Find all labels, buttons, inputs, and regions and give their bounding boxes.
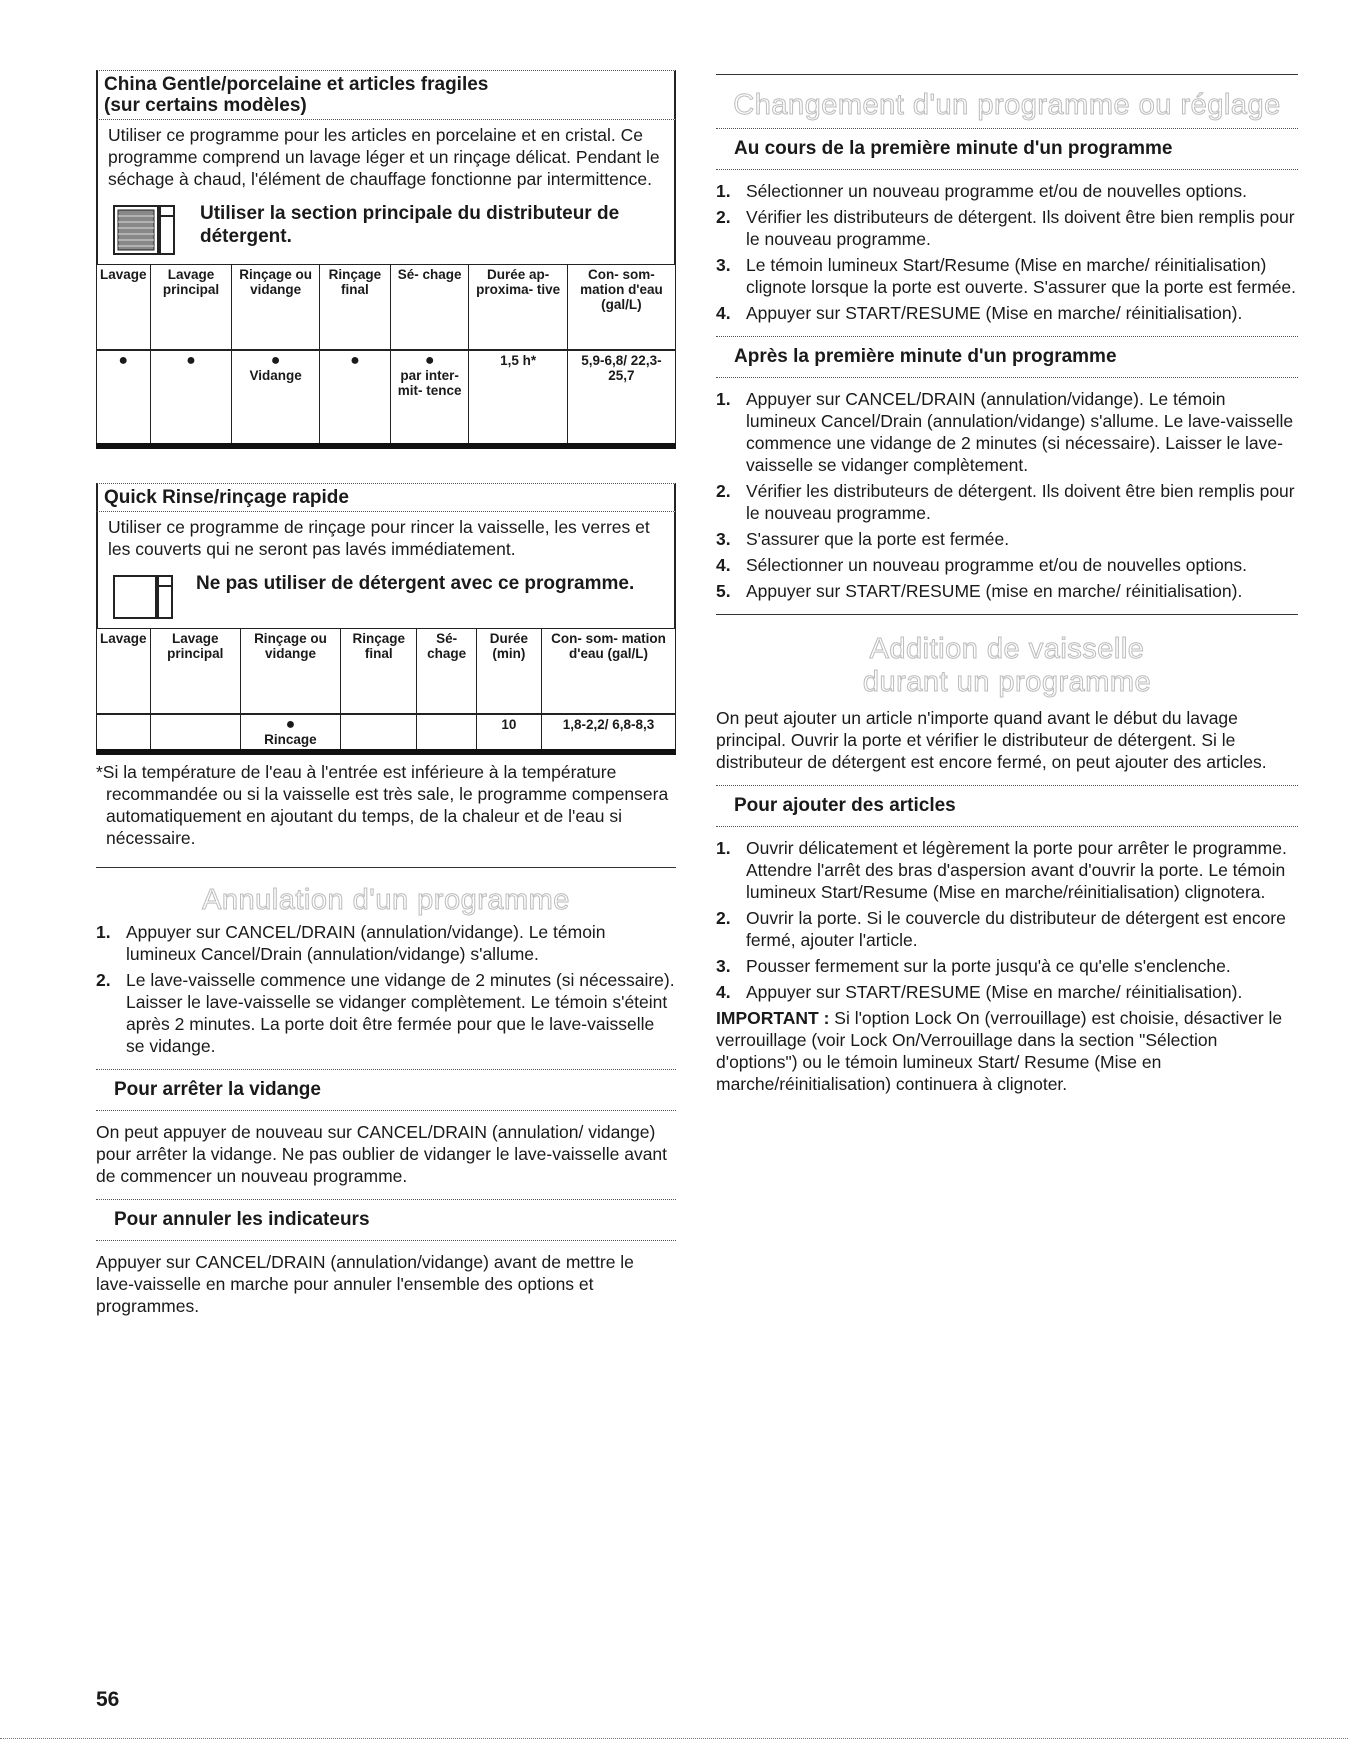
- table-header: Lavage principal: [150, 629, 240, 715]
- table-cell: ●: [319, 350, 390, 446]
- table-cell: [340, 714, 417, 752]
- temperature-footnote: *Si la température de l'eau à l'entrée est inférieure à la température recommandée ou si la vaisselle est très sale, le programme compensera automatiquement en ajoutant du temps, de la chaleur et de l'eau si nécessaire.: [96, 762, 669, 848]
- table-header: Rinçage final: [340, 629, 417, 715]
- china-gentle-section: [96, 70, 676, 449]
- addition-title: Addition de vaisselle durant un programme: [862, 633, 1152, 698]
- bottom-divider: [0, 1738, 1348, 1739]
- table-cell: [150, 714, 240, 752]
- list-item: 3. Le témoin lumineux Start/Resume (Mise en marche/ réinitialisation) clignote lorsque la porte est ouverte. S'assurer que la porte est fermée.: [716, 255, 1297, 297]
- table-header: Con- som- mation d'eau (gal/L): [541, 629, 675, 715]
- china-gentle-body: [96, 120, 676, 264]
- table-header: Rinçage ou vidange: [232, 265, 319, 351]
- after-first-minute-heading: Après la première minute d'un programme: [716, 336, 1298, 378]
- list-item: 3. S'assurer que la porte est fermée.: [716, 529, 1010, 549]
- divider: [96, 867, 676, 868]
- quick-rinse-body: [96, 512, 676, 628]
- list-item: 2. Le lave-vaisselle commence une vidange de 2 minutes (si nécessaire). Laisser le lave-vaisselle se vidanger complètement. Le témoin s'éteint après 2 minutes. La porte doit être fermée pour que le lave-vaisselle se vidange.: [96, 970, 675, 1056]
- table-cell: [417, 714, 476, 752]
- left-column: [96, 70, 676, 1317]
- table-row: [97, 350, 676, 446]
- table-header: Rinçage final: [319, 265, 390, 351]
- divider: [716, 74, 1298, 75]
- list-item: 1. Sélectionner un nouveau programme et/ou de nouvelles options.: [716, 181, 1248, 201]
- annulation-steps: [96, 921, 676, 1057]
- table-header: Durée (min): [476, 629, 541, 715]
- add-items-heading: Pour ajouter des articles: [716, 785, 1298, 827]
- table-header: Lavage: [97, 265, 151, 351]
- detergent-dispenser-full-icon: [108, 202, 182, 258]
- list-item: 4. Appuyer sur START/RESUME (Mise en marche/ réinitialisation).: [716, 303, 1243, 323]
- china-gentle-description: Utiliser ce programme pour les articles en porcelaine et en cristal. Ce programme comprend un lavage léger et un rinçage délicat. Pendant le séchage à chaud, l'élément de chauffage fonctionne par intermittence.: [108, 125, 660, 189]
- china-gentle-title: China Gentle/porcelaine et articles fragiles (sur certains modèles): [96, 70, 676, 120]
- table-row: [97, 714, 676, 752]
- changement-title: Changement d'un programme ou réglage: [733, 89, 1281, 121]
- list-item: 2. Vérifier les distributeurs de détergent. Ils doivent être bien remplis pour le nouveau programme.: [716, 207, 1295, 249]
- table-header: Durée ap- proxima- tive: [469, 265, 568, 351]
- add-items-steps: [716, 837, 1298, 1003]
- changement-section: [716, 74, 1298, 602]
- annulation-title: Annulation d'un programme: [202, 884, 570, 916]
- table-cell: ● par inter- mit- tence: [391, 350, 469, 446]
- right-column: [716, 74, 1298, 1095]
- table-header: Lavage principal: [150, 265, 232, 351]
- list-item: 2. Ouvrir la porte. Si le couvercle du distributeur de détergent est encore fermé, ajouter l'article.: [716, 908, 1286, 950]
- list-item: 4. Sélectionner un nouveau programme et/ou de nouvelles options.: [716, 555, 1248, 575]
- list-item: 4. Appuyer sur START/RESUME (Mise en marche/ réinitialisation).: [716, 982, 1243, 1002]
- table-cell: ●: [97, 350, 151, 446]
- annulation-section: [96, 867, 676, 1317]
- table-cell: ● Vidange: [232, 350, 319, 446]
- addition-section: [716, 614, 1298, 1095]
- list-item: 2. Vérifier les distributeurs de détergent. Ils doivent être bien remplis pour le nouveau programme.: [716, 481, 1295, 523]
- list-item: 1. Appuyer sur CANCEL/DRAIN (annulation/vidange). Le témoin lumineux Cancel/Drain (annulation/vidange) s'allume. Le lave-vaisselle commence une vidange de 2 minutes (si nécessaire). Laisser le lave-vaisselle se vidanger complètement.: [716, 389, 1294, 475]
- during-first-minute-heading: Au cours de la première minute d'un programme: [716, 128, 1298, 170]
- stop-drain-heading: Pour arrêter la vidange: [96, 1069, 676, 1111]
- table-header: Sé- chage: [391, 265, 469, 351]
- list-item: 3. Pousser fermement sur la porte jusqu'à ce qu'elle s'enclenche.: [716, 956, 1231, 976]
- important-note: IMPORTANT : Si l'option Lock On (verrouillage) est choisie, désactiver le verrouillage (voir Lock On/Verrouillage dans la section "Sélection d'options") ou le témoin lumineux Start/ Resume (Mise en marche/réinitialisation) continuera à clignoter.: [716, 1008, 1283, 1094]
- table-header: Rinçage ou vidange: [240, 629, 340, 715]
- quick-rinse-section: [96, 483, 676, 849]
- china-gentle-table: [96, 264, 676, 449]
- quick-rinse-table: [96, 628, 676, 755]
- china-gentle-instruction: Utiliser la section principale du distributeur de détergent.: [108, 202, 668, 258]
- table-header: Sé- chage: [417, 629, 476, 715]
- page-number: 56: [96, 1688, 120, 1711]
- list-item: 1. Ouvrir délicatement et légèrement la porte pour arrêter le programme. Attendre l'arrêt des bras d'aspersion avant d'ouvrir la porte. Le témoin lumineux Start/Resume (Mise en marche/réinitialisation) clignotera.: [716, 838, 1287, 902]
- stop-drain-text: On peut appuyer de nouveau sur CANCEL/DRAIN (annulation/ vidange) pour arrêter la vidange. Ne pas oublier de vidanger le lave-vaisselle avant de commencer un nouveau programme.: [96, 1122, 668, 1186]
- table-header: Lavage: [97, 629, 151, 715]
- table-cell: [97, 714, 151, 752]
- table-cell: ●: [150, 350, 232, 446]
- list-item: 1. Appuyer sur CANCEL/DRAIN (annulation/vidange). Le témoin lumineux Cancel/Drain (annulation/vidange) s'allume.: [96, 922, 606, 964]
- table-cell: 1,5 h*: [469, 350, 568, 446]
- quick-rinse-title: Quick Rinse/rinçage rapide: [96, 483, 676, 512]
- table-cell: 10: [476, 714, 541, 752]
- list-item: 5. Appuyer sur START/RESUME (mise en marche/ réinitialisation).: [716, 581, 1243, 601]
- table-cell: ● Rincage: [240, 714, 340, 752]
- after-first-minute-steps: [716, 388, 1298, 602]
- addition-intro: On peut ajouter un article n'importe quand avant le début du lavage principal. Ouvrir la porte et vérifier le distributeur de détergent. Si le distributeur de détergent est encore fermé, on peut ajouter des articles.: [716, 708, 1267, 772]
- quick-rinse-description: Utiliser ce programme de rinçage pour rincer la vaisselle, les verres et les couverts qui ne seront pas lavés immédiatement.: [108, 517, 650, 559]
- table-cell: 1,8-2,2/ 6,8-8,3: [541, 714, 675, 752]
- cancel-indicators-heading: Pour annuler les indicateurs: [96, 1199, 676, 1241]
- detergent-dispenser-empty-icon: [108, 572, 178, 622]
- cancel-indicators-text: Appuyer sur CANCEL/DRAIN (annulation/vidange) avant de mettre le lave-vaisselle en marche pour annuler l'ensemble des options et programmes.: [96, 1252, 634, 1316]
- during-first-minute-steps: [716, 180, 1298, 324]
- table-cell: 5,9-6,8/ 22,3-25,7: [567, 350, 675, 446]
- quick-rinse-instruction: Ne pas utiliser de détergent avec ce programme.: [108, 572, 668, 622]
- divider: [716, 614, 1298, 615]
- table-header: Con- som- mation d'eau (gal/L): [567, 265, 675, 351]
